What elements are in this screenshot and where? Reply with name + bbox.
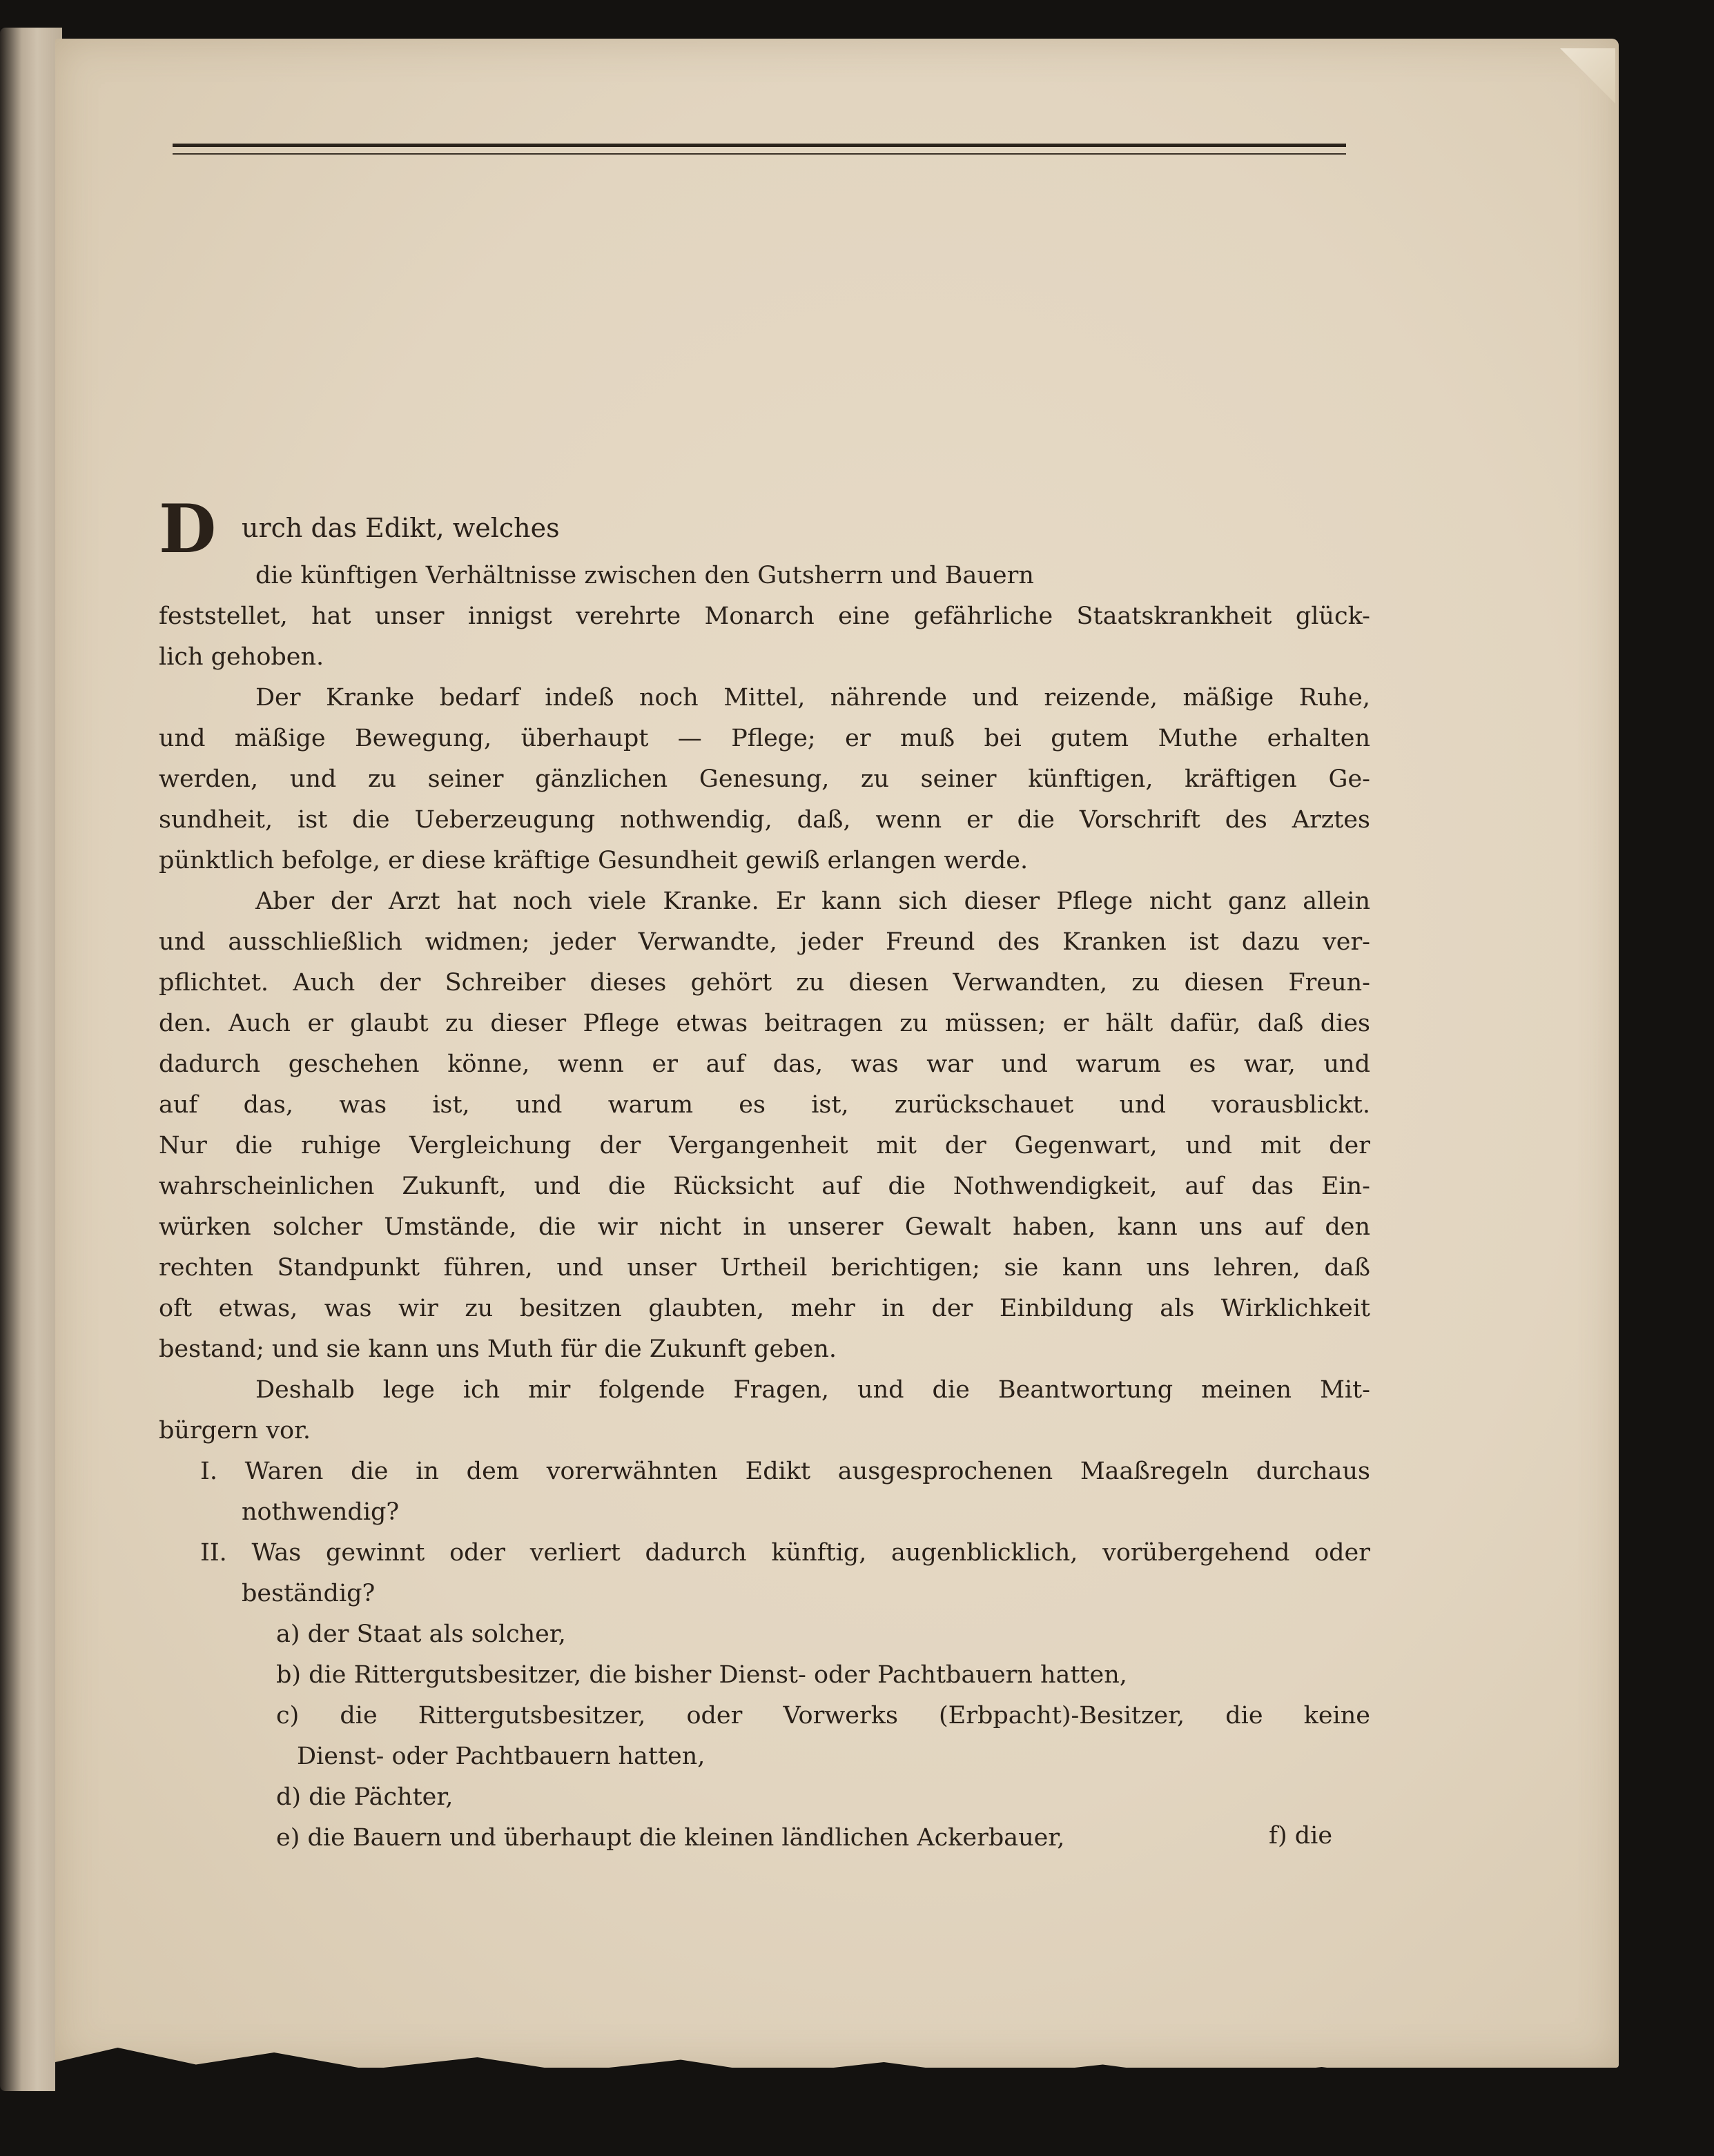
text-line: beständig? [242, 1580, 376, 1607]
question-item: II. Was gewinnt oder verliert dadurch künftig, augenblicklich, vorübergehend oder [200, 1539, 1370, 1567]
catchword: f) die [1269, 1822, 1333, 1850]
text-line: nothwendig? [242, 1498, 400, 1526]
text-line: Aber der Arzt hat noch viele Kranke. Er kann sich dieser Pflege nicht ganz allein [255, 888, 1370, 915]
text-line: Der Kranke bedarf indeß noch Mittel, nährende und reizende, mäßige Ruhe, [255, 684, 1370, 712]
text-line: auf das, was ist, und warum es ist, zurückschauet und vorausblickt. [159, 1091, 1370, 1119]
header-rule-thick [173, 144, 1346, 147]
text-line: und mäßige Bewegung, überhaupt — Pflege; er muß bei gutem Muthe erhalten [159, 725, 1370, 752]
text-line: feststellet, hat unser innigst verehrte Monarch eine gefährliche Staatskrankheit glück- [159, 602, 1370, 630]
text-line: oft etwas, was wir zu besitzen glaubten, mehr in der Einbildung als Wirklichkeit [159, 1295, 1370, 1322]
text-line: rechten Standpunkt führen, und unser Urtheil berichtigen; sie kann uns lehren, daß [159, 1254, 1370, 1282]
sub-item: a) der Staat als solcher, [276, 1620, 566, 1648]
sub-item: d) die Pächter, [276, 1783, 454, 1811]
text-line: bestand; und sie kann uns Muth für die Zukunft geben. [159, 1335, 837, 1363]
facing-page-edge [0, 28, 62, 2091]
text-line: lich gehoben. [159, 643, 324, 671]
text-line: bürgern vor. [159, 1417, 311, 1444]
header-rule-thin [173, 153, 1346, 155]
text-line: den. Auch er glaubt zu dieser Pflege etwas beitragen zu müssen; er hält dafür, daß dies [159, 1010, 1370, 1037]
sub-item: b) die Rittergutsbesitzer, die bisher Dienst- oder Pachtbauern hatten, [276, 1661, 1127, 1689]
text-line: Nur die ruhige Vergleichung der Vergangenheit mit der Gegenwart, und mit der [159, 1132, 1370, 1159]
text-line: würken solcher Umstände, die wir nicht in unserer Gewalt haben, kann uns auf den [159, 1213, 1370, 1241]
opening-line [159, 490, 1370, 568]
sub-item: e) die Bauern und überhaupt die kleinen ländlichen Ackerbauer, [276, 1824, 1065, 1852]
text-line: die künftigen Verhältnisse zwischen den Gutsherrn und Bauern [255, 562, 1034, 589]
text-line: pflichtet. Auch der Schreiber dieses gehört zu diesen Verwandten, zu diesen Freun- [159, 969, 1370, 997]
text-line: werden, und zu seiner gänzlichen Genesung, zu seiner künftigen, kräftigen Ge- [159, 765, 1370, 793]
sub-item: c) die Rittergutsbesitzer, oder Vorwerks (Erbpacht)-Besitzer, die keine [276, 1702, 1370, 1729]
text-line: pünktlich befolge, er diese kräftige Gesundheit gewiß erlangen werde. [159, 847, 1029, 874]
text-line: Dienst- oder Pachtbauern hatten, [297, 1743, 705, 1770]
body-text [159, 490, 1370, 1859]
opening-line-text: urch das Edikt, welches [242, 513, 560, 543]
question-item: I. Waren die in dem vorerwähnten Edikt ausgesprochenen Maaßregeln durchaus [200, 1458, 1370, 1485]
text-line: und ausschließlich widmen; jeder Verwandte, jeder Freund des Kranken ist dazu ver- [159, 928, 1370, 956]
text-line: dadurch geschehen könne, wenn er auf das, was war und warum es war, und [159, 1050, 1370, 1078]
drop-cap: D [159, 490, 217, 568]
text-line: Deshalb lege ich mir folgende Fragen, und die Beantwortung meinen Mit- [255, 1376, 1370, 1404]
text-line: wahrscheinlichen Zukunft, und die Rücksicht auf die Nothwendigkeit, auf das Ein- [159, 1173, 1370, 1200]
text-line: sundheit, ist die Ueberzeugung nothwendig, daß, wenn er die Vorschrift des Arztes [159, 806, 1370, 834]
